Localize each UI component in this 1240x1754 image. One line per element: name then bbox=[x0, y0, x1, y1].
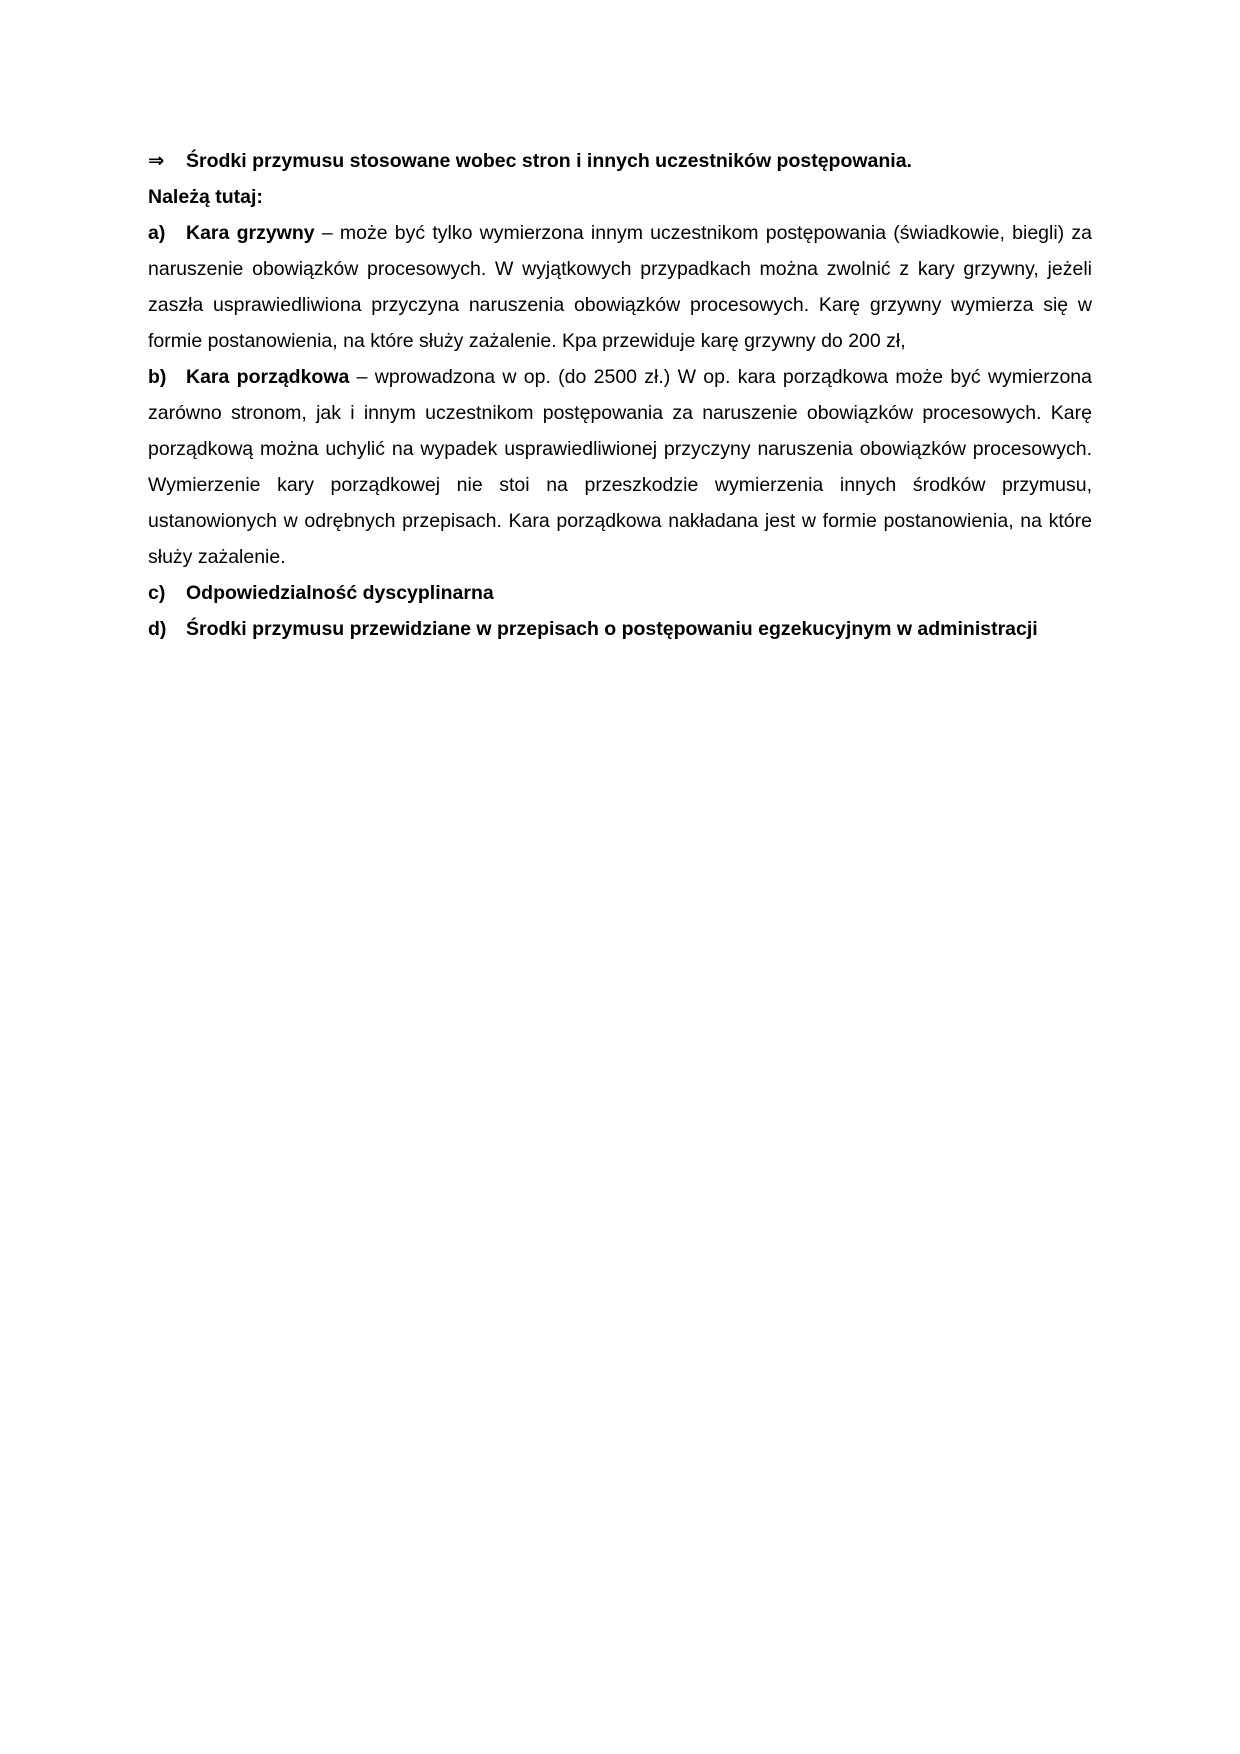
list-item-text: – może być tylko wymierzona innym uczestnikom postępowania (świadkowie, biegli) za naruszenie obowiązków procesowych. W wyjątkowych przypadkach można zwolnić z kary grzywny, jeżeli zaszła usprawiedliwiona przyczyna naruszenia obowiązków procesowych. Karę grzywny wymierza się w formie postanowienia, na które służy zażalenie. Kpa przewiduje karę grzywny do 200 zł, bbox=[148, 222, 1092, 352]
list-marker: b) bbox=[148, 366, 167, 388]
intro-text: Należą tutaj: bbox=[148, 186, 263, 208]
list-item-title: Środki przymusu przewidziane w przepisach o postępowaniu egzekucyjnym w administracji bbox=[186, 618, 1038, 640]
arrow-icon: ⇒ bbox=[148, 150, 165, 172]
list-marker: c) bbox=[148, 582, 166, 604]
list-item-title: Kara porządkowa bbox=[186, 366, 350, 388]
list-item-text: – wprowadzona w op. (do 2500 zł.) W op. kara porządkowa może być wymierzona zarówno stronom, jak i innym uczestnikom postępowania za naruszenie obowiązków procesowych. Karę porządkową można uchylić na wypadek usprawiedliwionej przyczyny naruszenia obowiązków procesowych. Wymierzenie kary porządkowej nie stoi na przeszkodzie wymierzenia innych środków przymusu, ustanowionych w odrębnych przepisach. Kara porządkowa nakładana jest w formie postanowienia, na które służy zażalenie. bbox=[148, 366, 1092, 568]
list-item-b bbox=[148, 359, 1092, 575]
list-marker: a) bbox=[148, 222, 166, 244]
list-item-title: Odpowiedzialność dyscyplinarna bbox=[186, 582, 494, 604]
section-heading-text: Środki przymusu stosowane wobec stron i innych uczestników postępowania. bbox=[186, 150, 912, 172]
section-heading bbox=[148, 143, 1092, 179]
list-item-a bbox=[148, 215, 1092, 359]
list-marker: d) bbox=[148, 618, 167, 640]
list-item-c bbox=[148, 575, 1092, 611]
list-item-d bbox=[148, 611, 1092, 647]
document-content bbox=[148, 143, 1092, 647]
list-item-title: Kara grzywny bbox=[186, 222, 315, 244]
